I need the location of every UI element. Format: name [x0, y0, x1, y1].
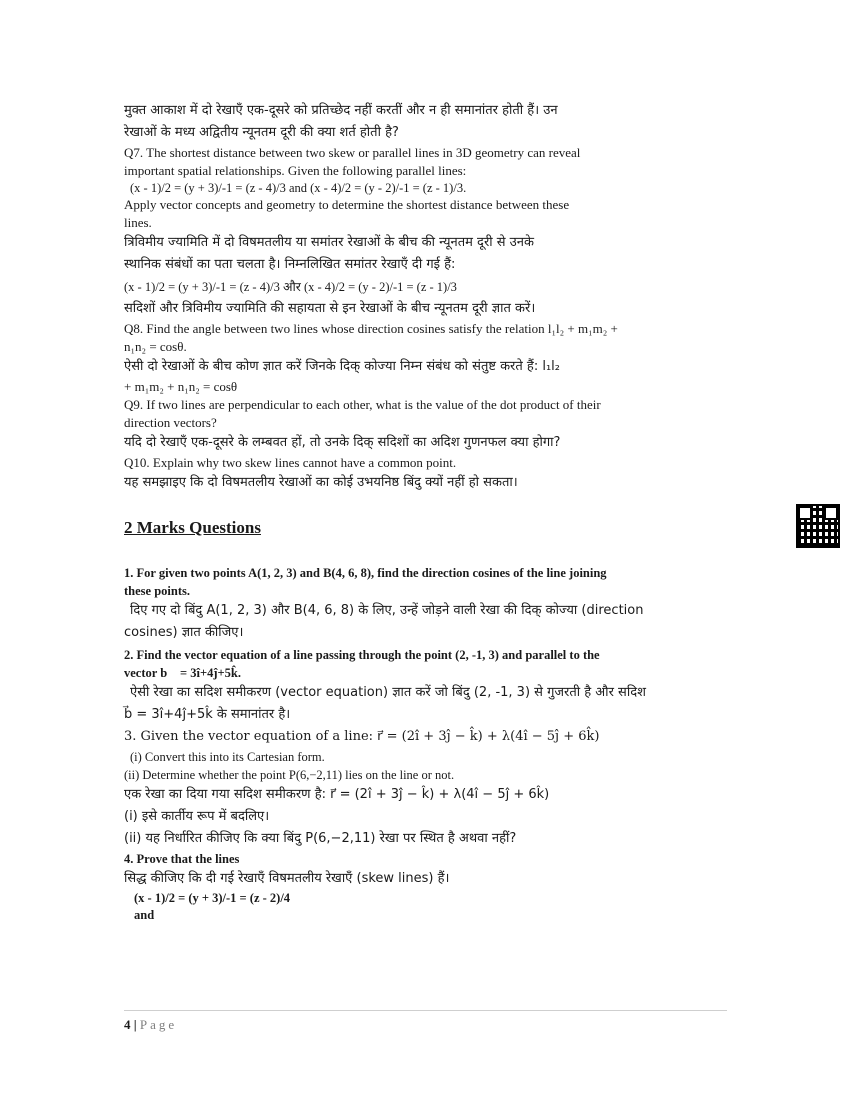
- m1-hindi-line-2: cosines) ज्ञात कीजिए।: [124, 625, 244, 640]
- qr-code-icon: [798, 506, 838, 546]
- q8-text-line-2: n₁n₂ = cosθ.: [124, 339, 187, 354]
- m4-equation: (x - 1)/2 = (y + 3)/-1 = (z - 2)/4: [134, 891, 291, 905]
- document-page: [124, 100, 724, 924]
- m2-text-line-2: vector b⃗ = 3î+4ĵ+5k̂.: [124, 666, 241, 680]
- q7-hindi-line-2: स्थानिक संबंधों का पता चलता है। निम्नलिखित समांतर रेखाएँ दी गई हैं:: [124, 257, 456, 272]
- m1-text-line-1: 1. For given two points A(1, 2, 3) and B(4, 6, 8), find the direction cosines of the line joining: [124, 566, 607, 580]
- q7-text-line-3: Apply vector concepts and geometry to determine the shortest distance between these: [124, 197, 570, 212]
- m1-text-line-2: these points.: [124, 584, 190, 598]
- q8-text-line-1: Q8. Find the angle between two lines whose direction cosines satisfy the relation l₁l₂ + m₁m₂ +: [124, 321, 618, 336]
- footer-page-number: 4: [124, 1017, 131, 1032]
- m2-hindi-line-1: ऐसी रेखा का सदिश समीकरण (vector equation) ज्ञात करें जो बिंदु (2, -1, 3) से गुजरती है और सदिश: [130, 685, 646, 700]
- q10-hindi: यह समझाइए कि दो विषमतलीय रेखाओं का कोई उभयनिष्ठ बिंदु क्यों नहीं हो सकता।: [124, 475, 518, 490]
- m2-text-line-1: 2. Find the vector equation of a line passing through the point (2, -1, 3) and parallel to the: [124, 648, 600, 662]
- m3-text-line-1: 3. Given the vector equation of a line: r⃗ = (2î + 3ĵ − k̂) + λ(4î − 5ĵ + 6k̂): [124, 729, 600, 744]
- m4-text-line-1: 4. Prove that the lines: [124, 852, 240, 866]
- q8-hindi-line-2: + m₁m₂ + n₁n₂ = cosθ: [124, 379, 238, 394]
- q7-text-line-2: important spatial relationships. Given the following parallel lines:: [124, 163, 467, 178]
- m3-part-i: (i) Convert this into its Cartesian form.: [130, 750, 325, 764]
- m4-hindi-line-1: सिद्ध कीजिए कि दी गई रेखाएँ विषमतलीय रेखाएँ (skew lines) हैं।: [124, 871, 450, 886]
- m4-and: and: [134, 908, 155, 922]
- q7-text-line-1: Q7. The shortest distance between two skew or parallel lines in 3D geometry can reveal: [124, 145, 581, 160]
- q7-equation: (x - 1)/2 = (y + 3)/-1 = (z - 4)/3 and (x - 4)/2 = (y - 2)/-1 = (z - 1)/3.: [130, 181, 467, 195]
- page-footer: [124, 1010, 727, 1033]
- m1-hindi-line-1: दिए गए दो बिंदु A(1, 2, 3) और B(4, 6, 8) के लिए, उन्हें जोड़ने वाली रेखा की दिक् कोज्या (direction: [130, 603, 644, 618]
- m3-part-ii: (ii) Determine whether the point P(6,−2,11) lies on the line or not.: [124, 768, 455, 782]
- footer-separator: |: [130, 1017, 140, 1032]
- q6-hindi-line-2: रेखाओं के मध्य अद्वितीय न्यूनतम दूरी की क्या शर्त होती है?: [124, 125, 399, 140]
- q8-hindi-line-1: ऐसी दो रेखाओं के बीच कोण ज्ञात करें जिनके दिक् कोज्या निम्न संबंध को संतुष्ट करते हैं: l₁l₂: [124, 359, 560, 374]
- section-heading: 2 Marks Questions: [124, 518, 261, 537]
- q7-hindi-line-1: त्रिविमीय ज्यामिति में दो विषमतलीय या समांतर रेखाओं के बीच की न्यूनतम दूरी से उनके: [124, 235, 535, 250]
- q7-hindi-line-3: सदिशों और त्रिविमीय ज्यामिति की सहायता से इन रेखाओं के बीच न्यूनतम दूरी ज्ञात करें।: [124, 301, 536, 316]
- m2-hindi-line-2: b⃗ = 3î+4ĵ+5k̂ के समानांतर है।: [124, 707, 291, 722]
- q7-text-line-4: lines.: [124, 215, 152, 230]
- m3-hindi-line-1: एक रेखा का दिया गया सदिश समीकरण है: r⃗ = (2î + 3ĵ − k̂) + λ(4î − 5ĵ + 6k̂): [124, 787, 550, 802]
- q10-text: Q10. Explain why two skew lines cannot have a common point.: [124, 455, 457, 470]
- q6-hindi-line-1: मुक्त आकाश में दो रेखाएँ एक-दूसरे को प्रतिच्छेद नहीं करतीं और न ही समानांतर होती हैं। उन: [124, 103, 558, 118]
- q9-text-line-2: direction vectors?: [124, 415, 217, 430]
- m3-hindi-part-ii: (ii) यह निर्धारित कीजिए कि क्या बिंदु P(6,−2,11) रेखा पर स्थित है अथवा नहीं?: [124, 831, 517, 846]
- q9-hindi-line: यदि दो रेखाएँ एक-दूसरे के लम्बवत हों, तो उनके दिक् सदिशों का अदिश गुणनफल क्या होगा?: [124, 435, 561, 450]
- m3-hindi-part-i: (i) इसे कार्तीय रूप में बदलिए।: [124, 809, 270, 824]
- q7-hindi-equation: (x - 1)/2 = (y + 3)/-1 = (z - 4)/3 और (x - 4)/2 = (y - 2)/-1 = (z - 1)/3: [124, 280, 457, 294]
- q9-text-line-1: Q9. If two lines are perpendicular to each other, what is the value of the dot product of their: [124, 397, 601, 412]
- footer-page-label: Page: [139, 1017, 178, 1032]
